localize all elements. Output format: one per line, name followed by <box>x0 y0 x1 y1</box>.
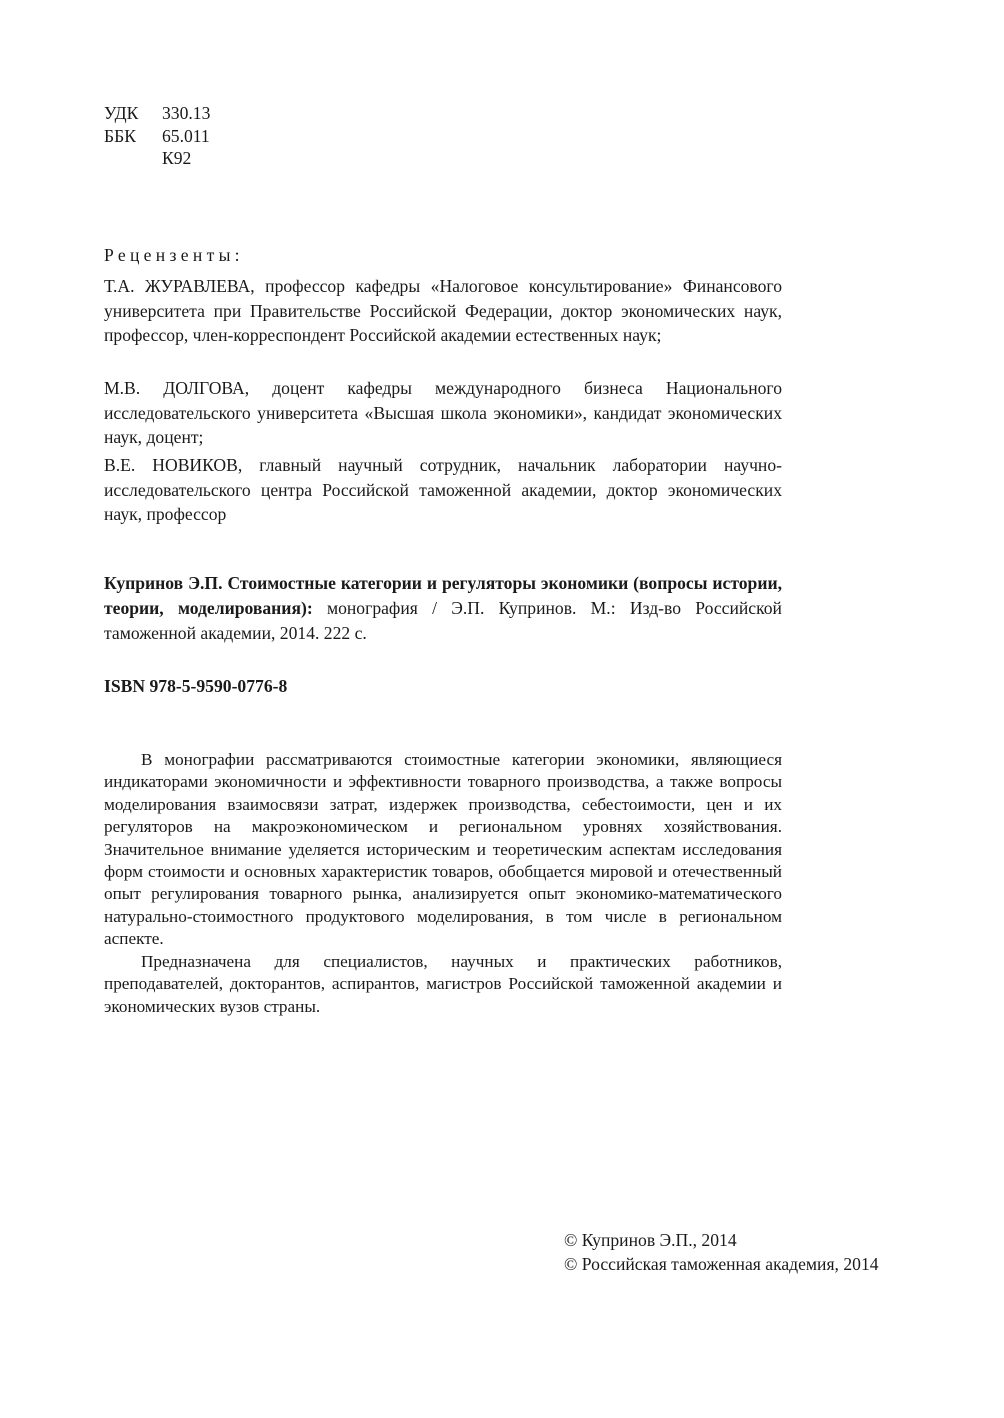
copyright-author: © Купринов Э.П., 2014 <box>564 1230 737 1250</box>
annotation-paragraph: Предназначена для специалистов, научных и практических работников, преподавателей, докторантов, аспирантов, магистров Российской таможенной академии и экономических вузов страны. <box>104 952 782 1016</box>
author-mark: К92 <box>162 148 192 168</box>
copyright-block <box>564 1228 879 1277</box>
udk-row <box>104 102 210 125</box>
author-mark-row <box>104 147 210 170</box>
bbk-value: 65.011 <box>162 125 210 146</box>
bibliographic-details: монография / Э.П. Купринов. М.: Изд-во Российской таможенной академии, 2014. 222 с. <box>104 598 782 643</box>
reviewer-item: В.Е. НОВИКОВ, главный научный сотрудник, начальник лаборатории научно-исследовательского центра Российской таможенной академии, доктор экономических наук, профессор <box>104 455 782 525</box>
isbn: ISBN 978-5-9590-0776-8 <box>104 676 288 696</box>
bbk-row <box>104 125 210 148</box>
annotation-paragraph: В монографии рассматриваются стоимостные категории экономики, являющиеся индикаторами экономичности и эффективности товарного производства, а также вопросы моделирования взаимосвязи затрат, издержек производства, себестоимости, цен и их регуляторов на макроэкономическом и региональном уровнях хозяйствования. Значительное внимание уделяется историческим и теоретическим аспектам исследования форм стоимости и основных характеристик товаров, обобщается мировой и отечественный опыт регулирования товарного рынка, анализируется опыт экономико-математического натурально-стоимостного продуктового моделирования, в том числе в региональном аспекте. <box>104 750 782 949</box>
bibliographic-record <box>104 571 782 646</box>
reviewer-item: М.В. ДОЛГОВА, доцент кафедры международного бизнеса Национального исследовательского университета «Высшая школа экономики», кандидат экономических наук, доцент; <box>104 378 782 448</box>
bbk-label: ББК <box>104 125 136 146</box>
reviewer-item: Т.А. ЖУРАВЛЕВА, профессор кафедры «Налоговое консультирование» Финансового университета при Правительстве Российской Федерации, доктор экономических наук, профессор, член-корреспондент Российской академии естественных наук; <box>104 276 782 346</box>
bibliographic-title: Купринов Э.П. Стоимостные категории и регуляторы экономики (вопросы истории, теории, моделирования): <box>104 573 782 618</box>
classification-block <box>104 102 210 170</box>
copyright-publisher: © Российская таможенная академия, 2014 <box>564 1254 879 1275</box>
reviewers-heading: Рецензенты: <box>104 245 244 265</box>
udk-value: 330.13 <box>162 103 211 123</box>
author-mark-spacer <box>104 147 162 170</box>
udk-label: УДК <box>104 103 139 123</box>
